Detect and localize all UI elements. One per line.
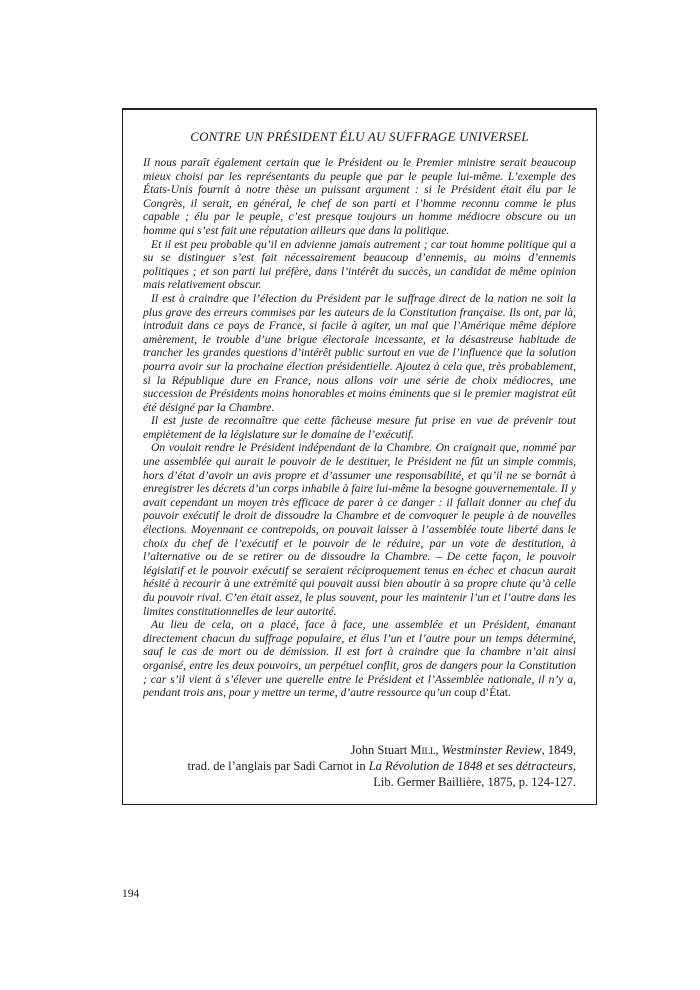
source-title: Westminster Review xyxy=(441,743,542,757)
paragraph-6 xyxy=(143,618,576,700)
author-surname: Mill xyxy=(410,743,436,757)
source-year: , 1849, xyxy=(541,743,576,757)
translation-prefix: trad. de l’anglais par Sadi Carnot in xyxy=(187,759,369,773)
translation-title: La Révolution de 1848 et ses détracteurs, xyxy=(368,759,576,773)
paragraph-3: Il est à craindre que l’élection du Président par le suffrage direct de la nation ne soit la plus grave des erreurs commises par les auteurs de la Constitution française. Ils ont, par là, introduit dans ce pays de France, si facile à agiter, un mal que l’Amérique même déplore amèrement, le trouble d’une brigue électorale incessante, et la désastreuse habitude de trancher les grandes questions d’intérêt public surtout en vue de l’influence que la solution pourra avoir sur la prochaine élection présidentielle. Ajoutez à cela que, très probablement, si la République dure en France, nous allons voir une série de choix médiocres, une succession de Présidents moins honorables et moins éminents que si le premier magistrat eût été désigné par la Chambre. xyxy=(143,291,576,414)
attribution-publisher-line: Lib. Germer Baillière, 1875, p. 124-127. xyxy=(373,775,576,789)
attribution-author-line xyxy=(188,742,576,758)
paragraph-2: Et il est peu probable qu’il en advienne jamais autrement ; car tout homme politique qui a su se distinguer s’est fait nécessairement beaucoup d’ennemis, au moins d’ennemis politiques ; et son parti lui préfère, dans l’intérêt du succès, un candidat de même opinion mais relativement obscur. xyxy=(143,237,576,292)
paragraph-5: On voulait rendre le Président indépendant de la Chambre. On craignait que, nommé par une assemblée qui aurait le pouvoir de le destituer, le Président ne fût un simple commis, hors d’état d’avoir un avis propre et d’assumer une responsabilité, et qu’il ne se bornât à enregistrer les décrets d’un corps inhabile à faire lui-même la besogne gouvernementale. Il y avait cependant un moyen très efficace de parer à ce danger : il fallait donner au chef du pouvoir exécutif le droit de dissoudre la Chambre et de convoquer le peuple à de nouvelles élections. Moyennant ce contrepoids, on pouvait laisser à l’assemblée toute liberté dans le choix du chef de l’exécutif et le pouvoir de le réduire, par un vote de destitution, à l’alternative ou de se retirer ou de dissoudre la Chambre. – De cette façon, le pouvoir législatif et le pouvoir exécutif se seraient réciproquement tenus en échec et chacun aurait hésité à recourir à une extrémité qui pouvait aussi bien aboutir à sa propre chute qu’à celle du pouvoir rival. C’en était assez, le plus souvent, pour les maintenir l’un et l’autre dans les limites constitutionnelles de leur autorité. xyxy=(143,441,576,618)
attribution-translation-line xyxy=(188,758,576,774)
page-number: 194 xyxy=(122,888,140,900)
paragraph-4: Il est juste de reconnaître que cette fâcheuse mesure fut prise en vue de prévenir tout empiètement de la législature sur le domaine de l’exécutif. xyxy=(143,414,576,441)
quotation-frame xyxy=(122,108,597,805)
author-prefix: John Stuart xyxy=(350,743,411,757)
paragraph-1: Il nous paraît également certain que le Président ou le Premier ministre serait beaucoup mieux choisi par les représentants du peuple que par le peuple lui-même. L’exemple des États-Unis fournit à notre thèse un puissant argument : si le Président était élu par le Congrès, il serait, en général, le chef de son parti et l’homme reconnu comme le plus capable ; élu par le peuple, c’est presque toujours un homme médiocre obscure ou un homme qui s’est fait une réputation ailleurs que dans la politique. xyxy=(143,156,576,237)
document-title: CONTRE UN PRÉSIDENT ÉLU AU SUFFRAGE UNIVERSEL xyxy=(190,129,529,144)
source-separator: , xyxy=(435,743,442,757)
closing-words: coup d’État. xyxy=(454,686,511,700)
quotation-body xyxy=(143,156,576,700)
attribution xyxy=(188,742,576,790)
paragraph-6-text: Au lieu de cela, on a placé, face à face, une assemblée et un Président, émanant directement chacun du suffrage populaire, et élus l’un et l’autre pour un temps déterminé, sauf le cas de mort ou de démission. Il est fort à craindre que la chambre n’ait ainsi organisé, entre les deux pouvoirs, un perpétuel conflit, gros de dangers pour la Constitution ; car s’il vient à s’élever une querelle entre le Président et l’Assemblée nationale, il n’y a, pendant trois ans, pour y mettre un terme, d’autre ressource qu’un xyxy=(143,618,576,700)
